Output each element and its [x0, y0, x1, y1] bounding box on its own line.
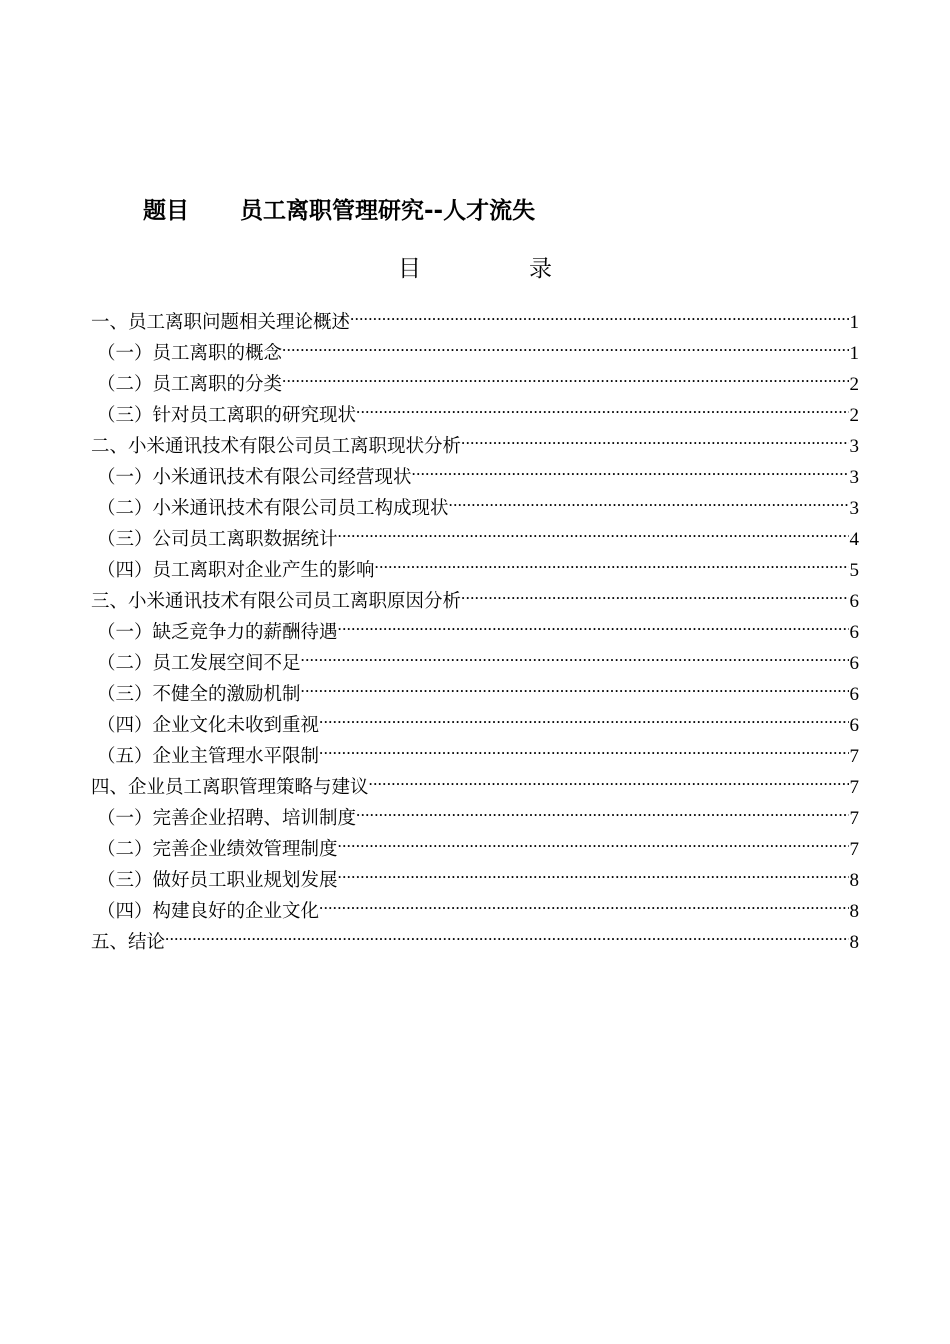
- toc-page-number: 3: [849, 498, 859, 519]
- toc-entry-text: 五、结论: [91, 932, 166, 953]
- toc-leader-dots: [356, 793, 848, 824]
- toc-page-number: 2: [849, 374, 859, 395]
- toc-entry-text: 一、员工离职问题相关理论概述: [91, 312, 351, 333]
- toc-entry[interactable]: [91, 297, 859, 333]
- table-of-contents: [91, 297, 859, 953]
- toc-entry-text: （一）小米通讯技术有限公司经营现状: [97, 467, 412, 488]
- toc-entry-text: （四）企业文化未收到重视: [97, 715, 320, 736]
- toc-page-number: 3: [849, 467, 859, 488]
- toc-page-number: 8: [849, 932, 859, 953]
- toc-page-number: 1: [849, 312, 859, 333]
- toc-page-number: 7: [849, 839, 859, 860]
- toc-entry-text: 四、企业员工离职管理策略与建议: [91, 777, 369, 798]
- toc-entry-text: （一）员工离职的概念: [97, 343, 283, 364]
- toc-entry-text: （三）不健全的激励机制: [97, 684, 301, 705]
- toc-leader-dots: [301, 638, 849, 669]
- toc-page-number: 7: [849, 808, 859, 829]
- toc-entry-text: （五）企业主管理水平限制: [97, 746, 320, 767]
- toc-entry-text: （一）缺乏竞争力的薪酬待遇: [97, 622, 338, 643]
- toc-page-number: 2: [849, 405, 859, 426]
- toc-entry-text: （三）公司员工离职数据统计: [97, 529, 338, 550]
- toc-page-number: 8: [849, 901, 859, 922]
- toc-page-number: 7: [849, 746, 859, 767]
- toc-leader-dots: [319, 731, 848, 762]
- toc-page-number: 4: [849, 529, 859, 550]
- toc-heading-char-1: 目: [398, 256, 421, 282]
- toc-leader-dots: [301, 669, 849, 700]
- toc-entry-text: （二）完善企业绩效管理制度: [97, 839, 338, 860]
- toc-leader-dots: [350, 297, 848, 328]
- toc-entry-text: （三）针对员工离职的研究现状: [97, 405, 357, 426]
- toc-entry-text: （二）小米通讯技术有限公司员工构成现状: [97, 498, 449, 519]
- toc-page-number: 6: [849, 684, 859, 705]
- title-text: 员工离职管理研究--人才流失: [240, 198, 536, 224]
- toc-page-number: 7: [849, 777, 859, 798]
- toc-leader-dots: [319, 886, 848, 917]
- toc-leader-dots: [282, 328, 848, 359]
- toc-leader-dots: [338, 514, 849, 545]
- title-label: 题目: [143, 198, 189, 224]
- toc-entry-text: 二、小米通讯技术有限公司员工离职现状分析: [91, 436, 462, 457]
- toc-heading: [0, 254, 950, 284]
- toc-entry-text: （一）完善企业招聘、培训制度: [97, 808, 357, 829]
- toc-page-number: 6: [849, 591, 859, 612]
- toc-leader-dots: [412, 452, 849, 483]
- toc-page-number: 1: [849, 343, 859, 364]
- toc-page-number: 5: [849, 560, 859, 581]
- toc-entry-text: （二）员工发展空间不足: [97, 653, 301, 674]
- toc-entry-text: （四）构建良好的企业文化: [97, 901, 320, 922]
- toc-page-number: 6: [849, 622, 859, 643]
- toc-leader-dots: [319, 700, 848, 731]
- toc-entry-text: （二）员工离职的分类: [97, 374, 283, 395]
- toc-leader-dots: [461, 421, 848, 452]
- toc-leader-dots: [375, 545, 849, 576]
- toc-page-number: 6: [849, 715, 859, 736]
- toc-entry-text: （三）做好员工职业规划发展: [97, 870, 338, 891]
- toc-leader-dots: [338, 824, 849, 855]
- toc-entry-text: 三、小米通讯技术有限公司员工离职原因分析: [91, 591, 462, 612]
- toc-leader-dots: [338, 855, 849, 886]
- toc-entry-text: （四）员工离职对企业产生的影响: [97, 560, 375, 581]
- toc-heading-char-2: 录: [529, 256, 552, 282]
- document-title: [143, 196, 535, 226]
- toc-page-number: 6: [849, 653, 859, 674]
- toc-leader-dots: [165, 917, 848, 948]
- toc-entry[interactable]: [91, 917, 859, 953]
- toc-page-number: 3: [849, 436, 859, 457]
- toc-page-number: 8: [849, 870, 859, 891]
- toc-leader-dots: [356, 390, 848, 421]
- toc-leader-dots: [282, 359, 848, 390]
- toc-leader-dots: [449, 483, 849, 514]
- toc-leader-dots: [461, 576, 848, 607]
- toc-leader-dots: [338, 607, 849, 638]
- toc-leader-dots: [369, 762, 849, 793]
